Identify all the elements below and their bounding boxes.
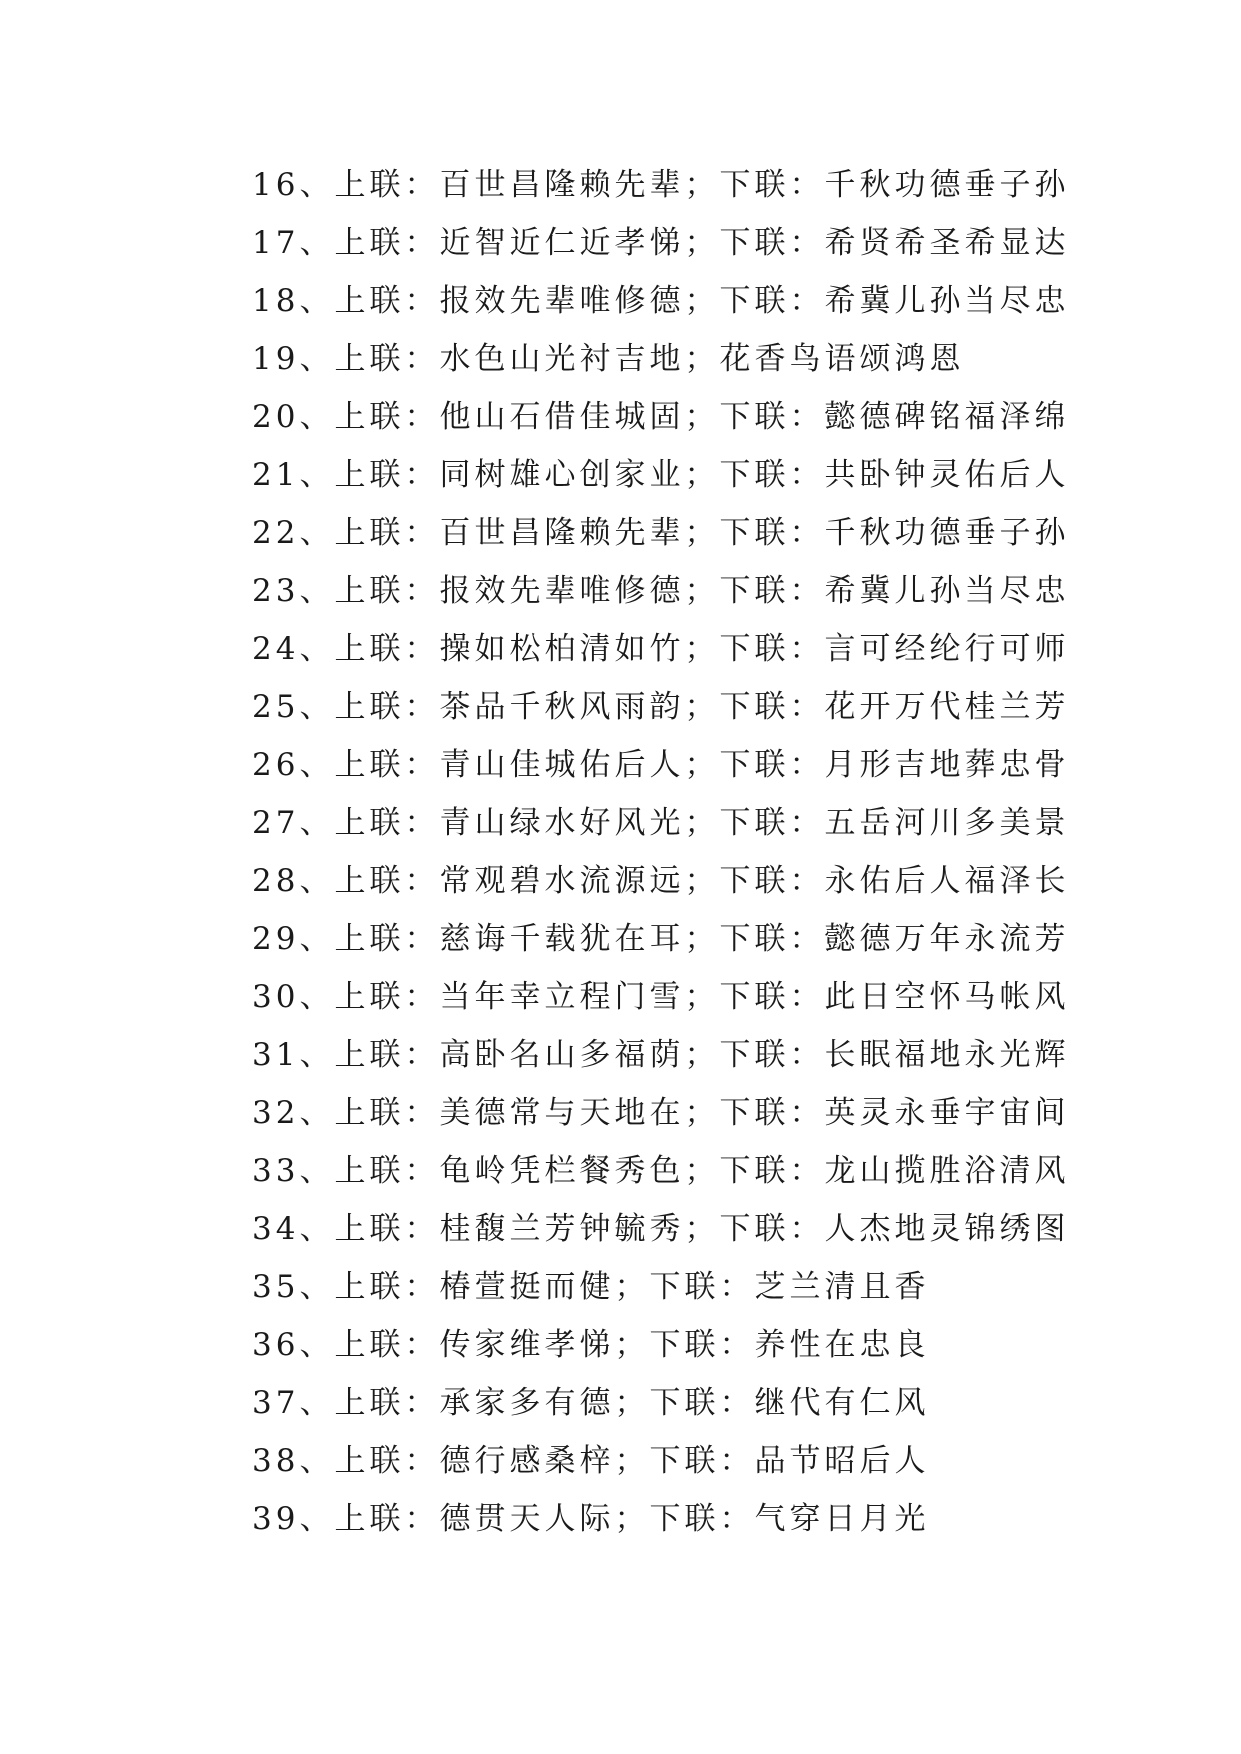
couplet-line-21: 21、上联：同树雄心创家业；下联：共卧钟灵佑后人 — [252, 457, 1070, 493]
couplet-line-32: 32、上联：美德常与天地在；下联：英灵永垂宇宙间 — [252, 1095, 1070, 1131]
couplet-line-18: 18、上联：报效先辈唯修德；下联：希冀儿孙当尽忠 — [252, 283, 1070, 319]
couplet-line-22: 22、上联：百世昌隆赖先辈；下联：千秋功德垂子孙 — [252, 515, 1070, 551]
couplet-line-25: 25、上联：茶品千秋风雨韵；下联：花开万代桂兰芳 — [252, 689, 1070, 725]
couplet-line-28: 28、上联：常观碧水流源远；下联：永佑后人福泽长 — [252, 863, 1070, 899]
couplet-line-19: 19、上联：水色山光衬吉地；花香鸟语颂鸿恩 — [252, 341, 965, 377]
couplet-line-17: 17、上联：近智近仁近孝悌；下联：希贤希圣希显达 — [252, 225, 1070, 261]
couplet-list — [252, 156, 1069, 1548]
couplet-line-29: 29、上联：慈诲千载犹在耳；下联：懿德万年永流芳 — [252, 921, 1070, 957]
couplet-line-23: 23、上联：报效先辈唯修德；下联：希冀儿孙当尽忠 — [252, 573, 1070, 609]
couplet-line-33: 33、上联：龟岭凭栏餐秀色；下联：龙山揽胜浴清风 — [252, 1153, 1070, 1189]
couplet-line-34: 34、上联：桂馥兰芳钟毓秀；下联：人杰地灵锦绣图 — [252, 1211, 1070, 1247]
couplet-line-38: 38、上联：德行感桑梓；下联：品节昭后人 — [252, 1443, 930, 1479]
couplet-line-31: 31、上联：高卧名山多福荫；下联：长眠福地永光辉 — [252, 1037, 1070, 1073]
couplet-line-16: 16、上联：百世昌隆赖先辈；下联：千秋功德垂子孙 — [252, 167, 1070, 203]
couplet-line-30: 30、上联：当年幸立程门雪；下联：此日空怀马帐风 — [252, 979, 1070, 1015]
couplet-line-39: 39、上联：德贯天人际；下联：气穿日月光 — [252, 1501, 930, 1537]
couplet-line-26: 26、上联：青山佳城佑后人；下联：月形吉地葬忠骨 — [252, 747, 1070, 783]
couplet-line-27: 27、上联：青山绿水好风光；下联：五岳河川多美景 — [252, 805, 1070, 841]
couplet-line-36: 36、上联：传家维孝悌；下联：养性在忠良 — [252, 1327, 930, 1363]
couplet-line-20: 20、上联：他山石借佳城固；下联：懿德碑铭福泽绵 — [252, 399, 1070, 435]
couplet-line-37: 37、上联：承家多有德；下联：继代有仁风 — [252, 1385, 930, 1421]
couplet-line-24: 24、上联：操如松柏清如竹；下联：言可经纶行可师 — [252, 631, 1070, 667]
couplet-line-35: 35、上联：椿萱挺而健；下联：芝兰清且香 — [252, 1269, 930, 1305]
